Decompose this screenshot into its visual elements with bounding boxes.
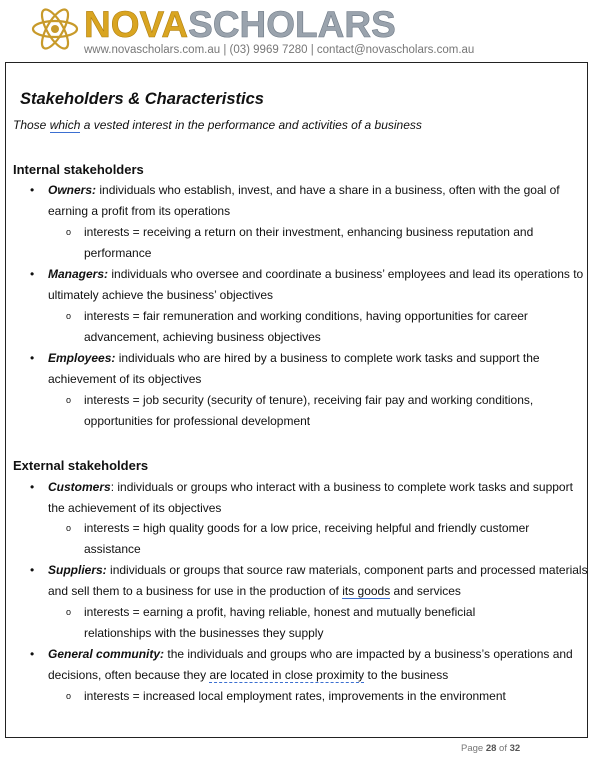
page-title: Stakeholders & Characteristics	[20, 90, 264, 108]
sub-item-owners-interests: o interests = receiving a return on their investment, enhancing business reputation and performance	[84, 222, 539, 264]
sub-item-suppliers-interests: o interests = earning a profit, having reliable, honest and mutually beneficial relationships with the businesses they supply	[84, 602, 539, 644]
bullet-icon: •	[30, 647, 35, 661]
brand-wordmark	[84, 3, 396, 47]
grammar-underline: are located in close proximity	[209, 668, 365, 682]
sub-item-employees-interests: o interests = job security (security of tenure), receiving fair pay and working conditions, opportunities for professional development	[84, 390, 539, 432]
bullet-icon: •	[30, 183, 35, 197]
sub-bullet-icon: o	[66, 523, 72, 533]
bullet-icon: •	[30, 351, 35, 365]
sub-item-customers-interests: o interests = high quality goods for a low price, receiving helpful and friendly customer assistance	[84, 518, 539, 560]
brand-nova: NOVA	[84, 4, 189, 45]
internal-heading: Internal stakeholders	[13, 162, 144, 177]
sub-bullet-icon: o	[66, 395, 72, 405]
page-subtitle: Those which a vested interest in the performance and activities of a business	[13, 118, 422, 132]
spellcheck-underline: its goods	[342, 584, 391, 598]
brand-scholars: SCHOLARS	[188, 4, 396, 45]
sub-bullet-icon: o	[66, 607, 72, 617]
sub-item-managers-interests: o interests = fair remuneration and working conditions, having opportunities for career advancement, achieving business objectives	[84, 306, 539, 348]
contact-line: www.novascholars.com.au | (03) 9969 7280 | contact@novascholars.com.au	[84, 44, 475, 56]
sub-item-community-interests: o interests = increased local employment rates, improvements in the environment	[84, 686, 539, 707]
page-header	[0, 0, 600, 62]
sub-bullet-icon: o	[66, 691, 72, 701]
bullet-icon: •	[30, 480, 35, 494]
list-item-managers: • Managers: individuals who oversee and coordinate a business’ employees and lead its operations to ultimately achieve the business’ objectives	[48, 264, 588, 306]
external-heading: External stakeholders	[13, 458, 149, 473]
sub-bullet-icon: o	[66, 227, 72, 237]
bullet-icon: •	[30, 267, 35, 281]
atom-logo-icon	[30, 4, 80, 54]
page-number: Page 28 of 32	[461, 743, 521, 754]
list-item-suppliers: • Suppliers: individuals or groups that source raw materials, component parts and processed materials and sell them to a business for use in the production of its goods and services	[48, 560, 588, 602]
bullet-icon: •	[30, 563, 35, 577]
spellcheck-underline: which	[49, 118, 81, 132]
list-item-owners: • Owners: individuals who establish, invest, and have a share in a business, often with the goal of earning a profit from its operations	[48, 180, 588, 222]
list-item-customers: • Customers: individuals or groups who interact with a business to complete work tasks and support the achievement of its objectives	[48, 477, 588, 519]
sub-bullet-icon: o	[66, 311, 72, 321]
list-item-employees: • Employees: individuals who are hired by a business to complete work tasks and support the achievement of its objectives	[48, 348, 588, 390]
list-item-general-community: • General community: the individuals and groups who are impacted by a business’s operations and decisions, often because they are located in close proximity to the business	[48, 644, 588, 686]
